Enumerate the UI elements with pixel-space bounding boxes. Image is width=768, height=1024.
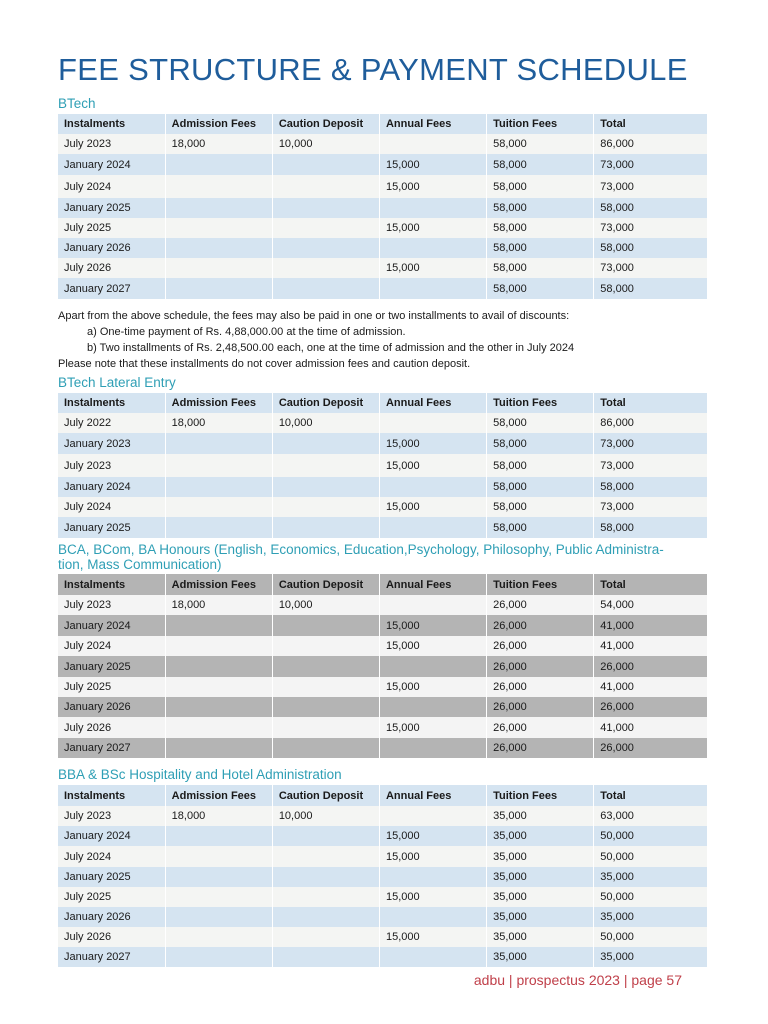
- table-row: [58, 433, 708, 454]
- column-header-annual-fees: Annual Fees: [379, 114, 486, 134]
- notes-disclaimer: Please note that these installments do not cover admission fees and caution deposit.: [58, 358, 471, 370]
- cell-tuition-fees: 26,000: [487, 615, 594, 636]
- cell-tuition-fees: 35,000: [487, 846, 594, 867]
- cell-admission-fees: [165, 278, 272, 299]
- cell-tuition-fees: 58,000: [487, 477, 594, 497]
- cell-tuition-fees: 35,000: [487, 887, 594, 907]
- cell-tuition-fees: 58,000: [487, 278, 594, 299]
- column-header-admission-fees: Admission Fees: [165, 785, 272, 806]
- cell-caution-deposit: 10,000: [272, 595, 379, 615]
- cell-caution-deposit: [272, 278, 379, 299]
- cell-admission-fees: [165, 258, 272, 278]
- column-header-annual-fees: Annual Fees: [379, 393, 486, 413]
- column-header-admission-fees: Admission Fees: [165, 574, 272, 595]
- cell-admission-fees: [165, 433, 272, 454]
- cell-annual-fees: 15,000: [379, 826, 486, 846]
- cell-tuition-fees: 26,000: [487, 595, 594, 615]
- table-header-row: [58, 114, 708, 134]
- section-title-line-1: BCA, BCom, BA Honours (English, Economics, Education,Psychology, Philosophy, Public Administra-: [58, 542, 664, 557]
- fee-table-bba-bsc-hospitality: [58, 785, 708, 967]
- cell-caution-deposit: [272, 927, 379, 947]
- cell-instalment: July 2024: [58, 636, 165, 656]
- cell-instalment: July 2023: [58, 454, 165, 477]
- cell-tuition-fees: 58,000: [487, 238, 594, 258]
- column-header-total: Total: [594, 393, 708, 413]
- cell-caution-deposit: [272, 175, 379, 198]
- cell-tuition-fees: 58,000: [487, 413, 594, 433]
- table-row: [58, 927, 708, 947]
- table-row: [58, 477, 708, 497]
- cell-total: 41,000: [594, 636, 708, 656]
- table-row: [58, 738, 708, 758]
- cell-total: 50,000: [594, 846, 708, 867]
- cell-total: 26,000: [594, 656, 708, 677]
- notes-option-b: b) Two installments of Rs. 2,48,500.00 each, one at the time of admission and the other in July 2024: [87, 342, 575, 354]
- cell-instalment: January 2027: [58, 278, 165, 299]
- cell-instalment: January 2024: [58, 477, 165, 497]
- cell-tuition-fees: 26,000: [487, 697, 594, 717]
- section-title-line-2: tion, Mass Communication): [58, 557, 222, 572]
- cell-total: 35,000: [594, 947, 708, 967]
- cell-caution-deposit: [272, 887, 379, 907]
- cell-annual-fees: [379, 278, 486, 299]
- cell-annual-fees: [379, 947, 486, 967]
- table-row: [58, 154, 708, 175]
- table-row: [58, 218, 708, 238]
- table-row: [58, 806, 708, 826]
- cell-caution-deposit: [272, 454, 379, 477]
- table-row: [58, 258, 708, 278]
- cell-instalment: July 2024: [58, 846, 165, 867]
- cell-tuition-fees: 26,000: [487, 656, 594, 677]
- cell-instalment: July 2025: [58, 887, 165, 907]
- cell-total: 73,000: [594, 154, 708, 175]
- cell-caution-deposit: [272, 656, 379, 677]
- table-row: [58, 175, 708, 198]
- column-header-annual-fees: Annual Fees: [379, 574, 486, 595]
- table-row: [58, 907, 708, 927]
- cell-annual-fees: [379, 867, 486, 887]
- cell-annual-fees: 15,000: [379, 218, 486, 238]
- cell-annual-fees: 15,000: [379, 717, 486, 738]
- cell-admission-fees: 18,000: [165, 134, 272, 154]
- cell-instalment: July 2023: [58, 595, 165, 615]
- cell-total: 73,000: [594, 175, 708, 198]
- column-header-caution-deposit: Caution Deposit: [272, 114, 379, 134]
- cell-total: 41,000: [594, 717, 708, 738]
- section-title-btech: BTech: [58, 96, 96, 111]
- cell-total: 54,000: [594, 595, 708, 615]
- cell-annual-fees: 15,000: [379, 615, 486, 636]
- cell-annual-fees: [379, 595, 486, 615]
- cell-tuition-fees: 35,000: [487, 826, 594, 846]
- cell-instalment: July 2024: [58, 497, 165, 517]
- cell-annual-fees: [379, 738, 486, 758]
- cell-admission-fees: [165, 717, 272, 738]
- table-row: [58, 656, 708, 677]
- table-header-row: [58, 785, 708, 806]
- column-header-instalment: Instalments: [58, 393, 165, 413]
- table-row: [58, 677, 708, 697]
- cell-annual-fees: [379, 697, 486, 717]
- cell-instalment: January 2025: [58, 867, 165, 887]
- table-row: [58, 595, 708, 615]
- cell-admission-fees: [165, 826, 272, 846]
- cell-caution-deposit: 10,000: [272, 413, 379, 433]
- table-row: [58, 198, 708, 218]
- section-title-btech-lateral: BTech Lateral Entry: [58, 375, 176, 390]
- cell-total: 58,000: [594, 517, 708, 538]
- cell-total: 86,000: [594, 413, 708, 433]
- cell-instalment: January 2027: [58, 947, 165, 967]
- section-title-bca-bcom-ba: [58, 542, 664, 572]
- cell-caution-deposit: [272, 738, 379, 758]
- cell-annual-fees: 15,000: [379, 677, 486, 697]
- table-row: [58, 134, 708, 154]
- cell-total: 73,000: [594, 218, 708, 238]
- cell-admission-fees: [165, 615, 272, 636]
- column-header-admission-fees: Admission Fees: [165, 114, 272, 134]
- cell-admission-fees: [165, 636, 272, 656]
- cell-tuition-fees: 26,000: [487, 636, 594, 656]
- cell-instalment: July 2023: [58, 134, 165, 154]
- cell-admission-fees: 18,000: [165, 413, 272, 433]
- cell-caution-deposit: [272, 826, 379, 846]
- cell-caution-deposit: [272, 947, 379, 967]
- cell-tuition-fees: 58,000: [487, 433, 594, 454]
- cell-annual-fees: [379, 907, 486, 927]
- cell-caution-deposit: [272, 615, 379, 636]
- column-header-total: Total: [594, 785, 708, 806]
- cell-annual-fees: [379, 134, 486, 154]
- cell-annual-fees: 15,000: [379, 433, 486, 454]
- cell-caution-deposit: 10,000: [272, 134, 379, 154]
- cell-instalment: July 2026: [58, 927, 165, 947]
- cell-instalment: July 2022: [58, 413, 165, 433]
- cell-annual-fees: [379, 656, 486, 677]
- cell-admission-fees: [165, 154, 272, 175]
- column-header-admission-fees: Admission Fees: [165, 393, 272, 413]
- cell-caution-deposit: [272, 154, 379, 175]
- column-header-tuition-fees: Tuition Fees: [487, 393, 594, 413]
- cell-total: 50,000: [594, 826, 708, 846]
- cell-tuition-fees: 58,000: [487, 175, 594, 198]
- notes-intro: Apart from the above schedule, the fees may also be paid in one or two installments to avail of discounts:: [58, 310, 570, 322]
- fee-table-btech-lateral: [58, 393, 708, 538]
- column-header-instalment: Instalments: [58, 785, 165, 806]
- cell-annual-fees: 15,000: [379, 454, 486, 477]
- cell-tuition-fees: 58,000: [487, 218, 594, 238]
- cell-annual-fees: [379, 238, 486, 258]
- column-header-tuition-fees: Tuition Fees: [487, 574, 594, 595]
- page-footer: adbu | prospectus 2023 | page 57: [473, 972, 682, 988]
- cell-annual-fees: 15,000: [379, 636, 486, 656]
- table-row: [58, 454, 708, 477]
- cell-instalment: January 2024: [58, 615, 165, 636]
- cell-total: 50,000: [594, 887, 708, 907]
- cell-tuition-fees: 35,000: [487, 806, 594, 826]
- cell-total: 41,000: [594, 615, 708, 636]
- table-row: [58, 717, 708, 738]
- cell-total: 58,000: [594, 238, 708, 258]
- cell-instalment: July 2026: [58, 258, 165, 278]
- cell-total: 35,000: [594, 867, 708, 887]
- table-row: [58, 697, 708, 717]
- cell-admission-fees: [165, 697, 272, 717]
- column-header-total: Total: [594, 114, 708, 134]
- cell-instalment: January 2026: [58, 907, 165, 927]
- cell-tuition-fees: 58,000: [487, 517, 594, 538]
- cell-instalment: July 2026: [58, 717, 165, 738]
- cell-instalment: January 2024: [58, 154, 165, 175]
- table-row: [58, 278, 708, 299]
- cell-annual-fees: [379, 517, 486, 538]
- cell-total: 86,000: [594, 134, 708, 154]
- cell-instalment: July 2024: [58, 175, 165, 198]
- column-header-tuition-fees: Tuition Fees: [487, 114, 594, 134]
- cell-caution-deposit: 10,000: [272, 806, 379, 826]
- cell-caution-deposit: [272, 238, 379, 258]
- cell-tuition-fees: 58,000: [487, 497, 594, 517]
- cell-admission-fees: [165, 656, 272, 677]
- page-title: FEE STRUCTURE & PAYMENT SCHEDULE: [58, 52, 688, 87]
- cell-total: 50,000: [594, 927, 708, 947]
- cell-annual-fees: 15,000: [379, 258, 486, 278]
- cell-caution-deposit: [272, 907, 379, 927]
- column-header-annual-fees: Annual Fees: [379, 785, 486, 806]
- table-row: [58, 826, 708, 846]
- cell-instalment: January 2023: [58, 433, 165, 454]
- cell-admission-fees: [165, 477, 272, 497]
- cell-annual-fees: 15,000: [379, 887, 486, 907]
- cell-annual-fees: [379, 477, 486, 497]
- cell-total: 73,000: [594, 454, 708, 477]
- table-header-row: [58, 574, 708, 595]
- cell-total: 58,000: [594, 278, 708, 299]
- cell-annual-fees: [379, 413, 486, 433]
- cell-admission-fees: [165, 907, 272, 927]
- cell-caution-deposit: [272, 517, 379, 538]
- cell-total: 73,000: [594, 258, 708, 278]
- cell-instalment: January 2024: [58, 826, 165, 846]
- cell-admission-fees: [165, 947, 272, 967]
- table-row: [58, 867, 708, 887]
- column-header-total: Total: [594, 574, 708, 595]
- cell-total: 58,000: [594, 477, 708, 497]
- cell-admission-fees: [165, 738, 272, 758]
- cell-annual-fees: 15,000: [379, 846, 486, 867]
- table-header-row: [58, 393, 708, 413]
- cell-caution-deposit: [272, 677, 379, 697]
- table-row: [58, 636, 708, 656]
- cell-tuition-fees: 35,000: [487, 907, 594, 927]
- table-row: [58, 947, 708, 967]
- cell-tuition-fees: 58,000: [487, 454, 594, 477]
- cell-admission-fees: [165, 497, 272, 517]
- cell-total: 63,000: [594, 806, 708, 826]
- cell-instalment: January 2025: [58, 517, 165, 538]
- column-header-caution-deposit: Caution Deposit: [272, 785, 379, 806]
- cell-tuition-fees: 58,000: [487, 258, 594, 278]
- cell-annual-fees: 15,000: [379, 175, 486, 198]
- cell-admission-fees: [165, 198, 272, 218]
- cell-admission-fees: [165, 175, 272, 198]
- cell-admission-fees: [165, 218, 272, 238]
- cell-tuition-fees: 35,000: [487, 947, 594, 967]
- discount-notes: [58, 308, 574, 372]
- cell-admission-fees: [165, 927, 272, 947]
- cell-instalment: January 2025: [58, 656, 165, 677]
- cell-caution-deposit: [272, 198, 379, 218]
- cell-admission-fees: [165, 454, 272, 477]
- cell-total: 73,000: [594, 497, 708, 517]
- cell-annual-fees: [379, 198, 486, 218]
- cell-caution-deposit: [272, 636, 379, 656]
- column-header-instalment: Instalments: [58, 114, 165, 134]
- cell-annual-fees: 15,000: [379, 154, 486, 175]
- notes-option-a: a) One-time payment of Rs. 4,88,000.00 at the time of admission.: [87, 326, 406, 338]
- cell-instalment: July 2025: [58, 218, 165, 238]
- cell-total: 35,000: [594, 907, 708, 927]
- cell-admission-fees: 18,000: [165, 806, 272, 826]
- cell-tuition-fees: 58,000: [487, 134, 594, 154]
- cell-caution-deposit: [272, 717, 379, 738]
- cell-tuition-fees: 35,000: [487, 867, 594, 887]
- table-row: [58, 413, 708, 433]
- cell-admission-fees: [165, 887, 272, 907]
- fee-table-bca-bcom-ba: [58, 574, 708, 758]
- cell-tuition-fees: 35,000: [487, 927, 594, 947]
- cell-total: 73,000: [594, 433, 708, 454]
- cell-total: 58,000: [594, 198, 708, 218]
- cell-admission-fees: [165, 846, 272, 867]
- cell-tuition-fees: 26,000: [487, 677, 594, 697]
- cell-instalment: January 2026: [58, 697, 165, 717]
- cell-caution-deposit: [272, 497, 379, 517]
- cell-admission-fees: [165, 677, 272, 697]
- table-row: [58, 846, 708, 867]
- cell-admission-fees: [165, 867, 272, 887]
- cell-caution-deposit: [272, 697, 379, 717]
- cell-tuition-fees: 26,000: [487, 717, 594, 738]
- column-header-tuition-fees: Tuition Fees: [487, 785, 594, 806]
- cell-caution-deposit: [272, 433, 379, 454]
- cell-tuition-fees: 26,000: [487, 738, 594, 758]
- cell-annual-fees: [379, 806, 486, 826]
- cell-caution-deposit: [272, 258, 379, 278]
- column-header-caution-deposit: Caution Deposit: [272, 574, 379, 595]
- cell-caution-deposit: [272, 477, 379, 497]
- cell-tuition-fees: 58,000: [487, 198, 594, 218]
- cell-admission-fees: 18,000: [165, 595, 272, 615]
- table-row: [58, 238, 708, 258]
- cell-caution-deposit: [272, 846, 379, 867]
- cell-annual-fees: 15,000: [379, 497, 486, 517]
- table-row: [58, 517, 708, 538]
- cell-instalment: January 2026: [58, 238, 165, 258]
- cell-annual-fees: 15,000: [379, 927, 486, 947]
- cell-caution-deposit: [272, 218, 379, 238]
- fee-table-btech: [58, 114, 708, 299]
- cell-total: 26,000: [594, 697, 708, 717]
- cell-caution-deposit: [272, 867, 379, 887]
- cell-admission-fees: [165, 238, 272, 258]
- cell-instalment: July 2023: [58, 806, 165, 826]
- cell-tuition-fees: 58,000: [487, 154, 594, 175]
- table-row: [58, 887, 708, 907]
- cell-instalment: July 2025: [58, 677, 165, 697]
- column-header-caution-deposit: Caution Deposit: [272, 393, 379, 413]
- section-title-bba-bsc-hospitality: BBA & BSc Hospitality and Hotel Administration: [58, 767, 342, 782]
- cell-total: 41,000: [594, 677, 708, 697]
- cell-instalment: January 2027: [58, 738, 165, 758]
- column-header-instalment: Instalments: [58, 574, 165, 595]
- cell-total: 26,000: [594, 738, 708, 758]
- table-row: [58, 497, 708, 517]
- cell-admission-fees: [165, 517, 272, 538]
- table-row: [58, 615, 708, 636]
- cell-instalment: January 2025: [58, 198, 165, 218]
